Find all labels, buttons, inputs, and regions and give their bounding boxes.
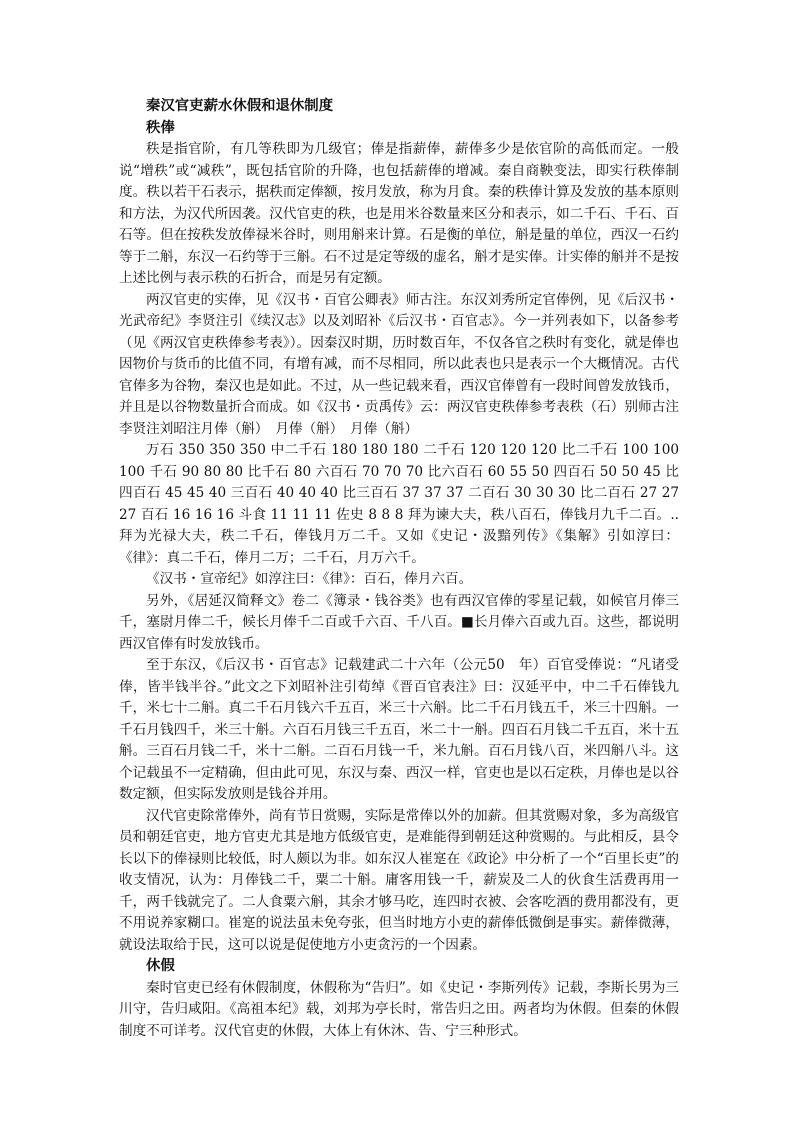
paragraph: 另外，《居延汉简释文》卷二《簿录・钱谷类》也有西汉官俸的零星记载，如候官月俸三千，塞尉月俸二千，候长月俸千二百或千六百、千八百。■长月俸六百或九百。这些，都说明西汉官俸有时发放钱币。: [119, 592, 679, 652]
section-heading-salary: 秩俸: [146, 119, 175, 136]
document-body: [119, 96, 679, 1042]
paragraph: 至于东汉，《后汉书・百官志》记载建武二十六年（公元50 年）百官受俸说：“凡诸受俸，皆半钱半谷。”此文之下刘昭补注引荀绰《晋百官表注》曰：汉延平中，中二千石俸钱九千，米七十二斛。真二千石月钱六千五百，米三十六斛。比二千石月钱五千，米三十四斛。一千石月钱四千，米三十斛。六百石月钱三千五百，米二十一斛。四百石月钱二千五百，米十五斛。三百石月钱二千，米十二斛。二百石月钱一千，米九斛。百石月钱八百，米四斛八斗。这个记载虽不一定精确，但由此可见，东汉与秦、西汉一样，官吏也是以石定秩，月俸也是以谷数定额，但实际发放则是钱谷并用。: [119, 657, 679, 802]
document-title: 秦汉官吏薪水休假和退休制度: [146, 98, 334, 114]
paragraph: 秦时官吏已经有休假制度，休假称为“告归”。如《史记・李斯列传》记载，李斯长男为三川守，告归咸阳。《高祖本纪》载，刘邦为亭长时，常告归之田。两者均为休假。但秦的休假制度不可详考。汉代官吏的休假，大体上有休沐、告、宁三种形式。: [119, 979, 679, 1039]
paragraph: 万石 350 350 350 中二千石 180 180 180 二千石 120 120 120 比二千石 100 100 100 千石 90 80 80 比千石 80 六百石 70 70 70 比六百石 60 55 50 四百石 50 50 45 比四百石 45 45 40 三百石 40 40 40 比三百石 37 37 37 二百石 30 30 30 比二百石 27 27 27 百石 16 16 16 斗食 11 11 11 佐史 8 8 8 拜为谏大夫，秩八百石，俸钱月九千二百。..拜为光禄大夫，秩二千石，俸钱月万二千。又如《史记・汲黯列传》《集解》引如淳曰：《律》：真二千石，俸月二万；二千石，月万六千。: [119, 442, 679, 566]
paragraph: 秩是指官阶，有几等秩即为几级官；俸是指薪俸，薪俸多少是依官阶的高低而定。一般说“增秩”或“减秩”，既包括官阶的升降，也包括薪俸的增减。秦自商鞅变法，即实行秩俸制度。秩以若干石表示，据秩而定俸额，按月发放，称为月食。秦的秩俸计算及发放的基本原则和方法，为汉代所因袭。汉代官吏的秩，也是用米谷数量来区分和表示，如二千石、千石、百石等。但在按秩发放俸禄米谷时，则用斛来计算。石是衡的单位，斛是量的单位，西汉一石约等于二斛，东汉一石约等于三斛。石不过是定等级的虚名，斛才是实俸。计实俸的斛并不是按上述比例与表示秩的石折合，而是另有定额。: [119, 141, 679, 286]
paragraph: 两汉官吏的实俸，见《汉书・百官公卿表》师古注。东汉刘秀所定官俸例，见《后汉书・光武帝纪》李贤注引《续汉志》以及刘昭补《后汉书・百官志》。今一并列表如下，以备参考（见《两汉官吏秩俸参考表》）。因秦汉时期，历时数百年，不仅各官之秩时有变化，就是俸也因物价与货币的比值不同，有增有减，而不尽相同，所以此表也只是表示一个大概情况。古代官俸多为谷物，秦汉也是如此。不过，从一些记载来看，西汉官俸曾有一段时间曾发放钱币，并且是以谷物数量折合而成。如《汉书・贡禹传》云：两汉官吏秩俸参考表秩（石）别师古注李贤注刘昭注月俸（斛） 月俸（斛） 月俸（斛）: [119, 291, 679, 437]
section-heading-leave: 休假: [146, 958, 175, 974]
paragraph: 汉代官吏除常俸外，尚有节日赏赐，实际是常俸以外的加薪。但其赏赐对象，多为高级官员和朝廷官吏，地方官吏尤其是地方低级官吏，是难能得到朝廷这种赏赐的。与此相反，县令长以下的俸禄则比较低，时人颇以为非。如东汉人崔寔在《政论》中分析了一个“百里长吏”的收支情况，认为：月俸钱二千，粟二十斛。庸客用钱一千，薪炭及二人的伙食生活费再用一千，两千钱就完了。二人食粟六斛，其余才够马吃，连四时衣被、会客吃酒的费用都没有，更不用说养家糊口。崔寔的说法虽未免夸张，但当时地方小吏的薪俸低微倒是事实。薪俸微薄，就设法取给于民，这可以说是促使地方小吏贪污的一个因素。: [119, 807, 679, 953]
paragraph: 《汉书・宣帝纪》如淳注曰：《律》：百石，俸月六百。: [146, 571, 473, 587]
